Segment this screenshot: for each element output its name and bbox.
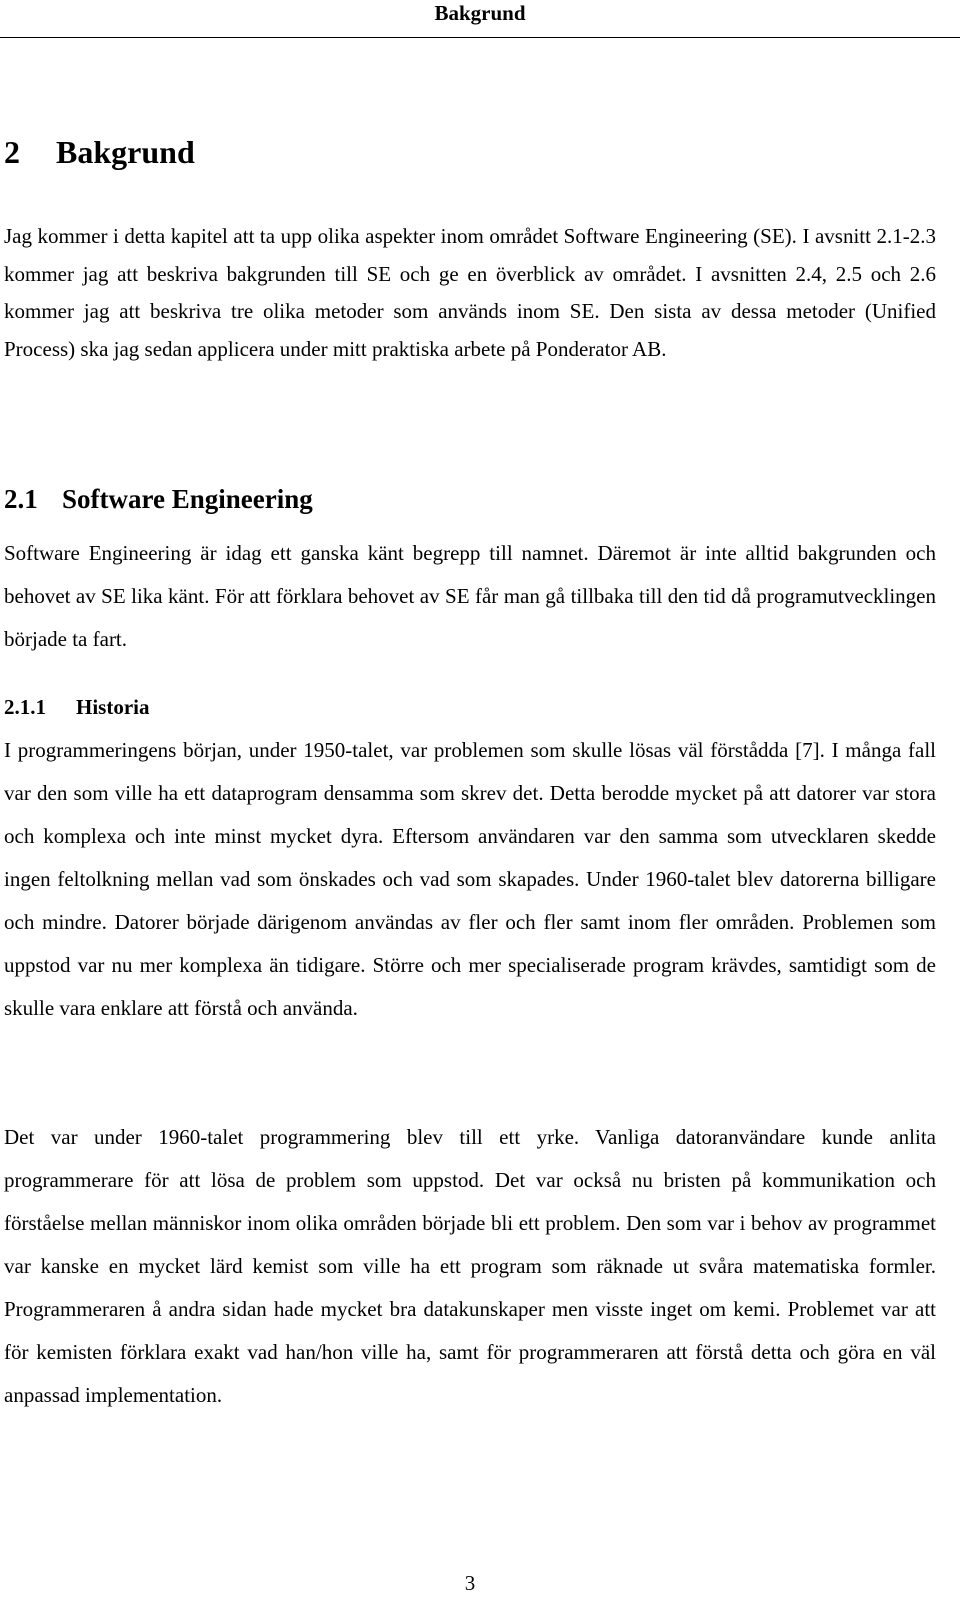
section-title: Software Engineering bbox=[62, 484, 313, 514]
chapter-heading bbox=[4, 132, 195, 172]
subsection-heading bbox=[4, 694, 150, 720]
section-heading bbox=[4, 482, 313, 516]
page-number: 3 bbox=[464, 1571, 476, 1595]
subsection-title: Historia bbox=[76, 695, 150, 719]
history-paragraph-2: Det var under 1960-talet programmering blev till ett yrke. Vanliga datoranvändare kunde anlita programmerare för att lösa de problem som uppstod. Det var också nu bristen på kommunikation och förståelse mellan människor inom olika områden började bli ett problem. Den som var i behov av programmet var kanske en mycket lärd kemist som ville ha ett program som räknade ut svåra matematiska formler. Programmeraren å andra sidan hade mycket bra datakunskaper men visste inget om kemi. Problemet var att för kemisten förklara exakt vad han/hon ville ha, samt för programmeraren att förstå detta och göra en väl anpassad implementation. bbox=[4, 1125, 936, 1407]
history-paragraph-1: I programmeringens början, under 1950-talet, var problemen som skulle lösas väl förstådda [7]. I många fall var den som ville ha ett dataprogram densamma som skrev det. Detta berodde mycket på att datorer var stora och komplexa och inte minst mycket dyra. Eftersom användaren var den samma som utvecklaren skedde ingen feltolkning mellan vad som önskades och vad som skapades. Under 1960-talet blev datorerna billigare och mindre. Datorer började därigenom användas av fler och fler samt inom fler områden. Problemen som uppstod var nu mer komplexa än tidigare. Större och mer specialiserade program krävdes, samtidigt som de skulle vara enklare att förstå och använda. bbox=[4, 738, 936, 1020]
running-header: Bakgrund bbox=[434, 1, 526, 25]
chapter-title: Bakgrund bbox=[56, 134, 195, 170]
intro-paragraph: Jag kommer i detta kapitel att ta upp olika aspekter inom området Software Engineering (SE). I avsnitt 2.1-2.3 kommer jag att beskriva bakgrunden till SE och ge en överblick av området. I avsnitten 2.4, 2.5 och 2.6 kommer jag att beskriva tre olika metoder som används inom SE. Den sista av dessa metoder (Unified Process) ska jag sedan applicera under mitt praktiska arbete på Ponderator AB. bbox=[4, 224, 936, 361]
section-number: 2.1 bbox=[4, 484, 38, 514]
header-rule bbox=[0, 37, 960, 38]
subsection-number: 2.1.1 bbox=[4, 695, 46, 719]
chapter-number: 2 bbox=[4, 134, 20, 170]
section-paragraph: Software Engineering är idag ett ganska känt begrepp till namnet. Däremot är inte alltid bakgrunden och behovet av SE lika känt. För att förklara behovet av SE får man gå tillbaka till den tid då programutvecklingen började ta fart. bbox=[4, 541, 936, 651]
